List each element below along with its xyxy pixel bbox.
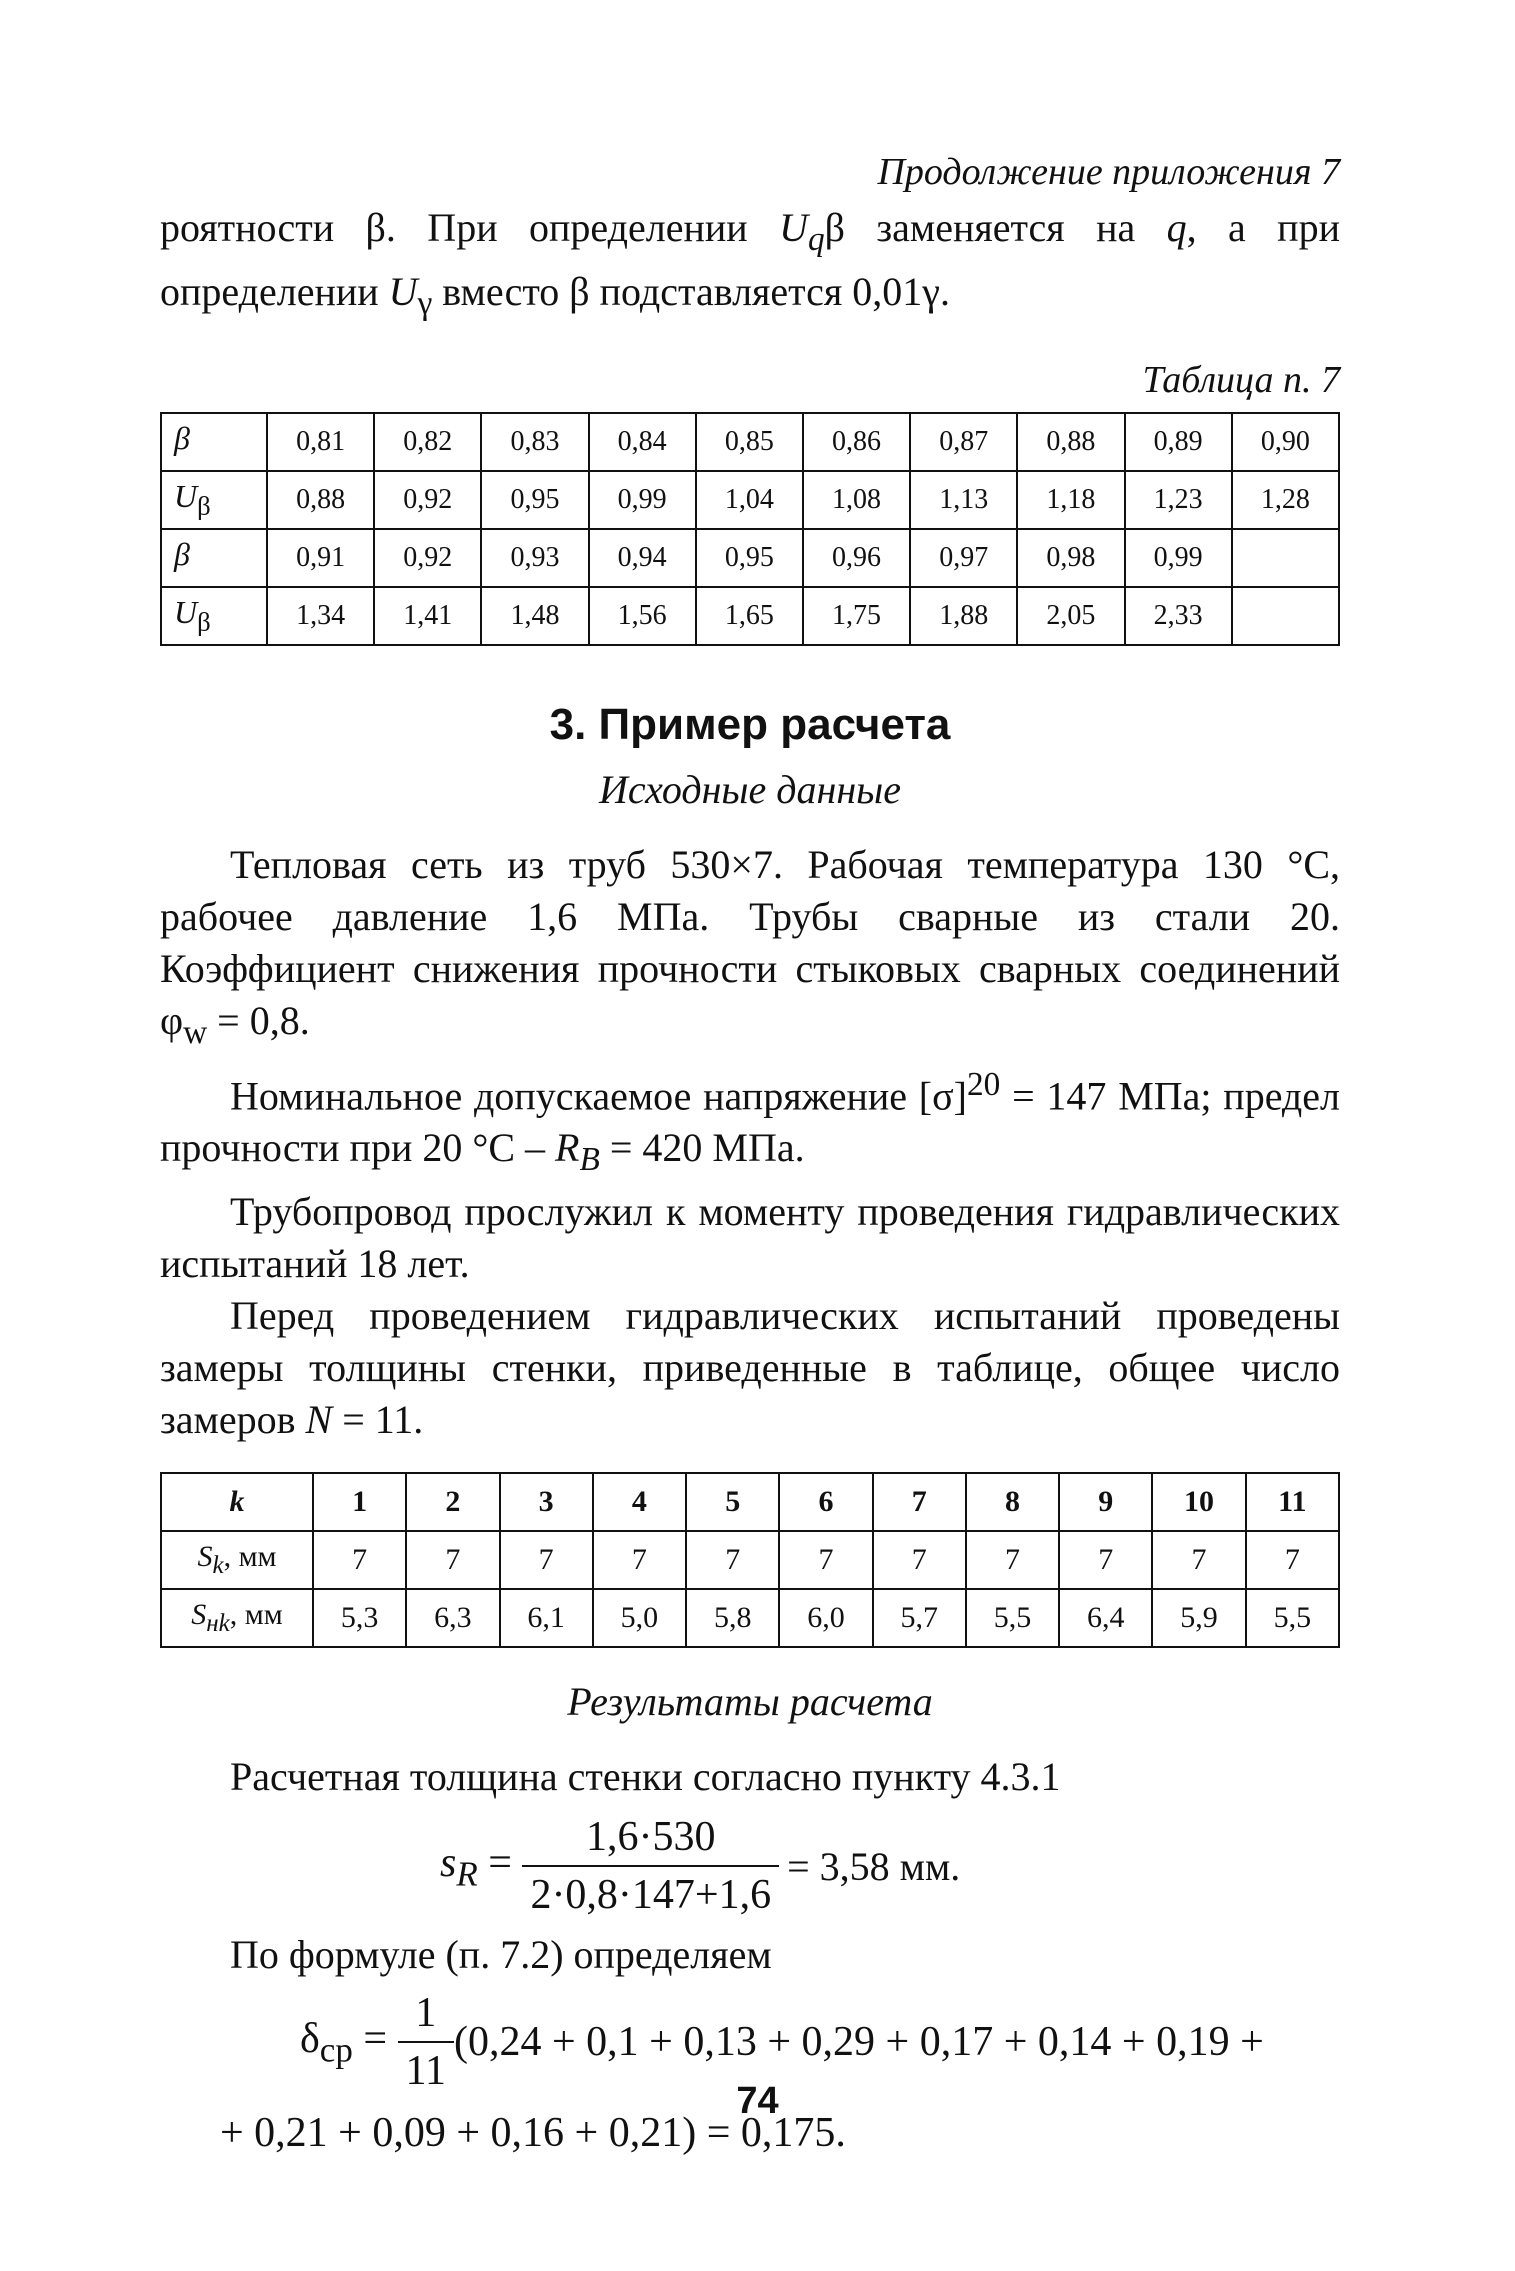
table-cell: 0,95	[696, 529, 803, 587]
table-cell: 1,75	[803, 587, 910, 645]
fraction: $\frac{1,6\cdot 530}{2\cdot 0,8\cdot 147+1,6}$	[522, 1813, 779, 1919]
running-header: Продолжение приложения 7	[877, 151, 1340, 193]
table-cell: 1	[313, 1473, 406, 1531]
table-cell: 2,33	[1125, 587, 1232, 645]
formula-sr: $s_R$ = $\frac{1,6\cdot 530}{2\cdot 0,8\cdot 147+1,6}$ = 3,58 мм.	[440, 1814, 961, 1919]
table-cell: 0,85	[696, 413, 803, 471]
table-cell: 7	[1152, 1531, 1245, 1589]
formula-delta-line1: $\delta_{ср}$ = $\frac{1}{11}$ (0,24 + 0,1 + 0,13 + 0,29 + 0,17 + 0,14 + 0,19 +	[300, 1990, 1264, 2095]
table-row	[161, 471, 1339, 529]
table-cell: 5,8	[686, 1589, 779, 1647]
formula-delta-line2: + 0,21 + 0,09 + 0,16 + 0,21) = 0,175.	[220, 2110, 846, 2157]
table-cell: 7	[873, 1531, 966, 1589]
table-cell: 6,3	[406, 1589, 499, 1647]
table-header-cell: k	[161, 1473, 313, 1531]
table-cell: 0,88	[267, 471, 374, 529]
table-cell: 2	[406, 1473, 499, 1531]
table-cell: 8	[966, 1473, 1059, 1531]
table-cell: 0,89	[1125, 413, 1232, 471]
table-cell: 1,08	[803, 471, 910, 529]
table-cell: 5,7	[873, 1589, 966, 1647]
table-row	[161, 1589, 1339, 1647]
row-label: $U_\beta$	[161, 587, 267, 645]
table-cell: 0,82	[374, 413, 481, 471]
table-cell: 0,91	[267, 529, 374, 587]
table-cell: 0,81	[267, 413, 374, 471]
paragraph-service-life: Трубопровод прослужил к моменту проведения гидравлических испытаний 18 лет.	[160, 1189, 1340, 1287]
section-title: 3. Пример расчета	[549, 700, 951, 749]
table-cell: 2,05	[1017, 587, 1124, 645]
table-cell: 1,65	[696, 587, 803, 645]
row-label: $S_{нk}$, мм	[161, 1589, 313, 1647]
table-cell: 1,56	[589, 587, 696, 645]
table-cell: 0,95	[481, 471, 588, 529]
table-caption: Таблица п. 7	[1142, 359, 1340, 401]
table-cell: 7	[500, 1531, 593, 1589]
table-row	[161, 1531, 1339, 1589]
beta-table	[160, 412, 1340, 646]
initial-data-heading: Исходные данные	[598, 767, 902, 812]
table-cell: 7	[1246, 1531, 1339, 1589]
table-cell: 5,0	[593, 1589, 686, 1647]
table-row	[161, 413, 1339, 471]
table-cell: 5,5	[966, 1589, 1059, 1647]
table-cell: 7	[1059, 1531, 1152, 1589]
table-cell: 10	[1152, 1473, 1245, 1531]
table-cell: 0,86	[803, 413, 910, 471]
table-cell: 6,4	[1059, 1589, 1152, 1647]
intro-paragraph: роятности β. При определении $U_q\beta$ заменяется на q, а при определении $U_\gamma$ вместо β подставляется 0,01γ.	[160, 205, 1340, 322]
row-label: $S_k$, мм	[161, 1531, 313, 1589]
table-cell: 7	[966, 1531, 1059, 1589]
table-cell: 0,97	[910, 529, 1017, 587]
table-cell: 7	[779, 1531, 872, 1589]
table-cell: 0,96	[803, 529, 910, 587]
row-label: $U_\beta$	[161, 471, 267, 529]
table-cell: 9	[1059, 1473, 1152, 1531]
table-cell: 7	[686, 1531, 779, 1589]
measurements-table	[160, 1472, 1340, 1648]
table-cell: 3	[500, 1473, 593, 1531]
table-cell: 0,98	[1017, 529, 1124, 587]
table-cell: 5,3	[313, 1589, 406, 1647]
table-cell: 11	[1246, 1473, 1339, 1531]
table-cell: 7	[406, 1531, 499, 1589]
table-cell: 1,04	[696, 471, 803, 529]
results-heading: Результаты расчета	[567, 1679, 933, 1725]
page-number: 74	[736, 2080, 779, 2122]
table-cell: 0,99	[1125, 529, 1232, 587]
table-cell: 1,41	[374, 587, 481, 645]
paragraph-network: Тепловая сеть из труб 530×7. Рабочая температура 130 °C, рабочее давление 1,6 МПа. Трубы сварные из стали 20. Коэффициент снижения прочности стыковых сварных соединений $\varphi_w = 0,8$.	[160, 842, 1340, 1051]
paragraph-formula-ref: По формуле (п. 7.2) определяем	[230, 1932, 772, 1978]
table-cell: 0,92	[374, 471, 481, 529]
table-cell: 6,1	[500, 1589, 593, 1647]
table-cell: 5,5	[1246, 1589, 1339, 1647]
table-cell: 0,92	[374, 529, 481, 587]
table-cell: 0,93	[481, 529, 588, 587]
table-cell: 1,13	[910, 471, 1017, 529]
table-cell: 5	[686, 1473, 779, 1531]
table-cell	[1232, 529, 1339, 587]
row-label: β	[161, 529, 267, 587]
table-cell: 0,90	[1232, 413, 1339, 471]
table-cell: 1,18	[1017, 471, 1124, 529]
table-cell: 0,88	[1017, 413, 1124, 471]
table-cell: 0,84	[589, 413, 696, 471]
table-cell: 1,48	[481, 587, 588, 645]
table-cell	[1232, 587, 1339, 645]
table-row	[161, 529, 1339, 587]
table-cell: 6	[779, 1473, 872, 1531]
table-cell: 6,0	[779, 1589, 872, 1647]
table-row	[161, 587, 1339, 645]
table-cell: 0,87	[910, 413, 1017, 471]
paragraph-design-thickness: Расчетная толщина стенки согласно пункту 4.3.1	[230, 1754, 1061, 1800]
table-cell: 0,83	[481, 413, 588, 471]
table-cell: 1,34	[267, 587, 374, 645]
table-cell: 4	[593, 1473, 686, 1531]
row-label: β	[161, 413, 267, 471]
table-cell: 7	[593, 1531, 686, 1589]
table-cell: 5,9	[1152, 1589, 1245, 1647]
table-cell: 1,28	[1232, 471, 1339, 529]
table-row	[161, 1473, 1339, 1531]
table-cell: 7	[873, 1473, 966, 1531]
paragraph-stress: Номинальное допускаемое напряжение $[\sigma]^{20} = 147$ МПа; предел прочности при 20 $^\circ С - R_B = 420$ МПа.	[160, 1066, 1340, 1179]
table-cell: 0,99	[589, 471, 696, 529]
table-cell: 7	[313, 1531, 406, 1589]
page-content	[160, 150, 1340, 2157]
paragraph-measurements: Перед проведением гидравлических испытаний проведены замеры толщины стенки, приведенные в таблице, общее число замеров N = 11.	[160, 1293, 1340, 1443]
table-cell: 1,23	[1125, 471, 1232, 529]
table-cell: 0,94	[589, 529, 696, 587]
fraction: $\frac{1}{11}$	[398, 1989, 454, 2095]
table-cell: 1,88	[910, 587, 1017, 645]
